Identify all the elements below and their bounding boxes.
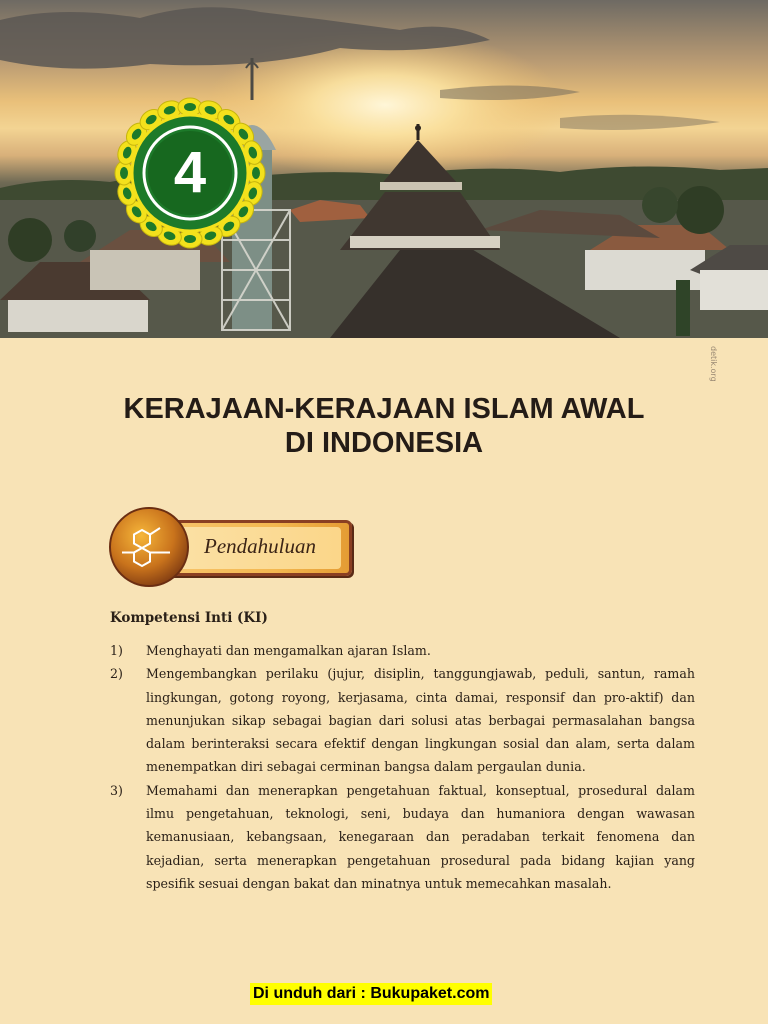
chapter-number: 4 bbox=[173, 140, 207, 205]
list-item-number: 1) bbox=[110, 643, 123, 658]
section-label: Pendahuluan bbox=[204, 534, 316, 558]
competency-list bbox=[110, 639, 695, 895]
section-header bbox=[108, 506, 353, 588]
hexagon-molecule-icon bbox=[108, 506, 190, 588]
chapter-title bbox=[0, 392, 768, 460]
list-item-text: Menghayati dan mengamalkan ajaran Islam. bbox=[146, 643, 431, 658]
list-item bbox=[110, 662, 695, 778]
list-item-text: Mengembangkan perilaku (jujur, disiplin, tanggungjawab, peduli, santun, ramah lingkungan, gotong royong, kerjasama, cinta damai, responsif dan pro-aktif) dan menunjukan sikap sebagai bagian dari solusi atas berbagai permasalahan bangsa dalam berinteraksi secara efektif dengan lingkungan sosial dan alam, serta dalam menempatkan diri sebagai cerminan bangsa dalam pergaulan dunia. bbox=[146, 666, 695, 775]
download-source-link[interactable]: Di unduh dari : Bukupaket.com bbox=[250, 983, 492, 1005]
list-item-text: Memahami dan menerapkan pengetahuan faktual, konseptual, prosedural dalam ilmu pengetahuan, teknologi, seni, budaya dan humaniora dengan wawasan kemanusiaan, kebangsaan, kenegaraan dan peradaban terkait fenomena dan kejadian, serta menerapkan pengetahuan prosedural pada bidang kajian yang spesifik sesuai dengan bakat dan minatnya untuk memecahkan masalah. bbox=[146, 782, 695, 891]
competency-heading: Kompetensi Inti (KI) bbox=[110, 610, 268, 626]
list-item bbox=[110, 639, 695, 662]
photo-credit: detik.org bbox=[709, 346, 718, 382]
list-item bbox=[110, 779, 695, 895]
list-item-number: 3) bbox=[110, 782, 123, 798]
chapter-title-line2: DI INDONESIA bbox=[284, 427, 484, 459]
chapter-title-line1: KERAJAAN-KERAJAAN ISLAM AWAL bbox=[123, 393, 645, 425]
list-item-number: 2) bbox=[110, 666, 123, 682]
